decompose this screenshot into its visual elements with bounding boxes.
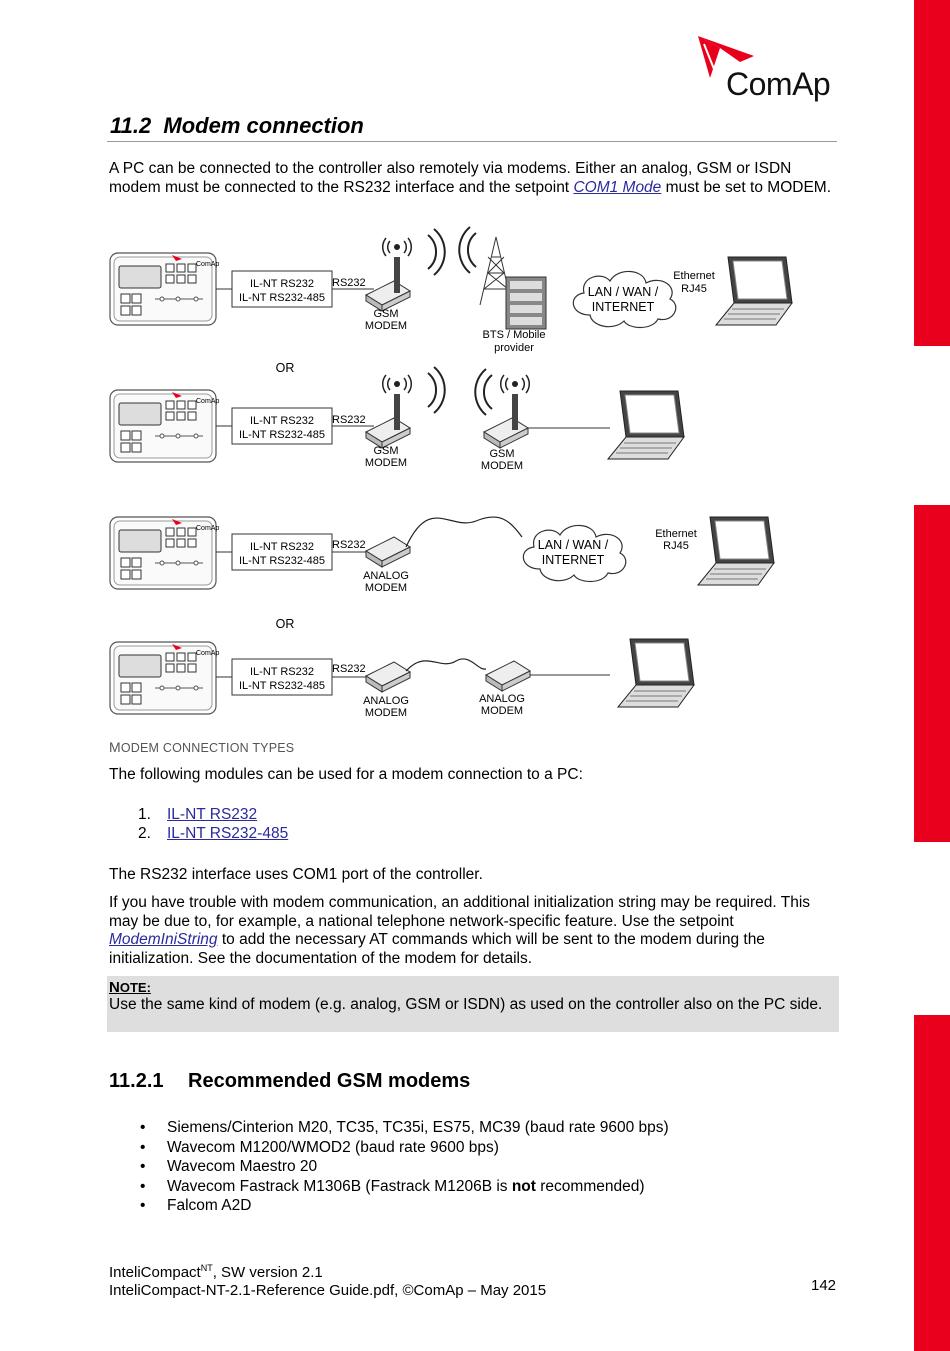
note-label: NOTE: [109,979,151,996]
heading-rule [107,141,837,142]
section-heading: 11.2 Modem connection [110,113,364,138]
or-label: OR [275,361,295,375]
gsm-modem-list [140,1118,669,1216]
svg-text:INTERNET: INTERNET [541,553,605,567]
analog-modem-2 [366,662,410,692]
page-number: 142 [811,1277,837,1294]
svg-text:RS232: RS232 [332,539,366,551]
list-item: 1. IL-NT RS232 [138,806,258,823]
laptop-icon [618,639,694,707]
module-link-rs232-485[interactable]: IL-NT RS232-485 [167,824,289,842]
svg-text:OR: OR [275,617,295,631]
svg-text:ANALOG: ANALOG [363,570,409,582]
list-item: • Falcom A2D [140,1197,252,1214]
svg-text:ComAp: ComAp [196,525,220,532]
svg-text:RS232: RS232 [332,414,366,426]
list-item: 2. IL-NT RS232-485 [138,824,289,842]
rj45-label: RJ45 [681,283,707,295]
svg-text:LAN / WAN /: LAN / WAN / [537,538,609,552]
svg-text:IL-NT RS232: IL-NT RS232 [250,415,314,427]
modules-intro: The following modules can be used for a modem connection to a PC: [109,766,583,783]
module-label-2: IL-NT RS232-485 [238,292,326,304]
gsm-modem-1 [366,238,411,311]
gsm-modem-3 [484,375,529,448]
svg-text:MODEM: MODEM [480,460,524,472]
controller-brand: ComAp [196,261,220,268]
list-item: • Siemens/Cinterion M20, TC35, TC35i, ES75, MC39 (baud rate 9600 bps) [140,1119,669,1136]
svg-text:GSM: GSM [373,445,399,457]
laptop-icon [716,257,792,325]
gsm-modem-2 [366,375,411,448]
rs232-label: RS232 [332,277,366,289]
modem-label: MODEM [364,320,408,332]
footer: InteliCompact$^{NT}$, SW version 2.1 InteliCompact-NT-2.1-Reference Guide.pdf, ©ComAp – May 2015 [109,1263,547,1299]
list-item: • Wavecom Fastrack M1306B (Fastrack M1206B is not recommended) [140,1177,645,1195]
side-tab-3 [914,1015,950,1351]
gsm-label: GSM [373,308,399,320]
list-item: • Wavecom M1200/WMOD2 (baud rate 9600 bps) [140,1138,499,1156]
bts-label-2: provider [494,342,534,354]
svg-text:RS232: RS232 [332,663,366,675]
svg-text:ComAp: ComAp [196,650,220,657]
modeministring-link[interactable]: ModemIniString [109,931,218,948]
note-text: Use the same kind of modem (e.g. analog, GSM or ISDN) as used on the controller also on the PC side. [109,996,823,1013]
list-item: • Wavecom Maestro 20 [140,1158,318,1175]
intro-paragraph: A PC can be connected to the controller also remotely via modems. Either an analog, GSM or ISDN modem must be connected to the RS232 interface and the setpoint COM1 Mode must be set to MODEM. [109,160,831,196]
svg-text:ComAp: ComAp [196,398,220,405]
module-link-rs232[interactable]: IL-NT RS232 [167,806,258,823]
cloud-label-1: LAN / WAN / [587,285,659,299]
modules-list [138,806,288,843]
trouble-paragraph: If you have trouble with modem communication, an additional initialization string may be required. This may be due to, for example, a national telephone network-specific feature. Use the setpoint ModemIniString to add the necessary AT commands which will be sent to the modem during the initialization. See the documentation of the modem for details. [109,894,811,967]
com1-mode-link[interactable]: COM1 Mode [573,178,662,196]
svg-text:GSM: GSM [489,448,515,460]
bts-label-1: BTS / Mobile [482,329,546,341]
modem-diagram [0,225,950,725]
laptop-icon [608,391,684,459]
svg-text:IL-NT RS232-485: IL-NT RS232-485 [238,680,326,692]
subsection-heading: 11.2.1 Recommended GSM modems [109,1070,471,1092]
svg-text:MODEM: MODEM [364,582,408,594]
svg-text:IL-NT RS232: IL-NT RS232 [250,666,314,678]
svg-text:IL-NT RS232-485: IL-NT RS232-485 [238,555,326,567]
laptop-icon [698,517,774,585]
cloud-label-2: INTERNET [591,300,655,314]
svg-text:RJ45: RJ45 [663,540,689,552]
note-box [107,976,839,1032]
svg-text:IL-NT RS232: IL-NT RS232 [250,541,314,553]
svg-text:IL-NT RS232-485: IL-NT RS232-485 [238,429,326,441]
brand-name: ComAp [726,66,831,102]
analog-modem-3 [486,661,530,691]
svg-text:ANALOG: ANALOG [479,693,525,705]
svg-text:ANALOG: ANALOG [363,695,409,707]
figure-caption: MODEM CONNECTION TYPES [109,739,295,755]
svg-text:Ethernet: Ethernet [655,528,697,540]
server-building-icon [506,277,546,329]
analog-modem-1 [366,537,410,567]
module-label-1: IL-NT RS232 [250,278,314,290]
svg-text:MODEM: MODEM [364,707,408,719]
svg-text:MODEM: MODEM [480,705,524,717]
svg-text:MODEM: MODEM [364,457,408,469]
ethernet-label: Ethernet [673,270,715,282]
com1-paragraph: The RS232 interface uses COM1 port of the controller. [109,866,483,883]
